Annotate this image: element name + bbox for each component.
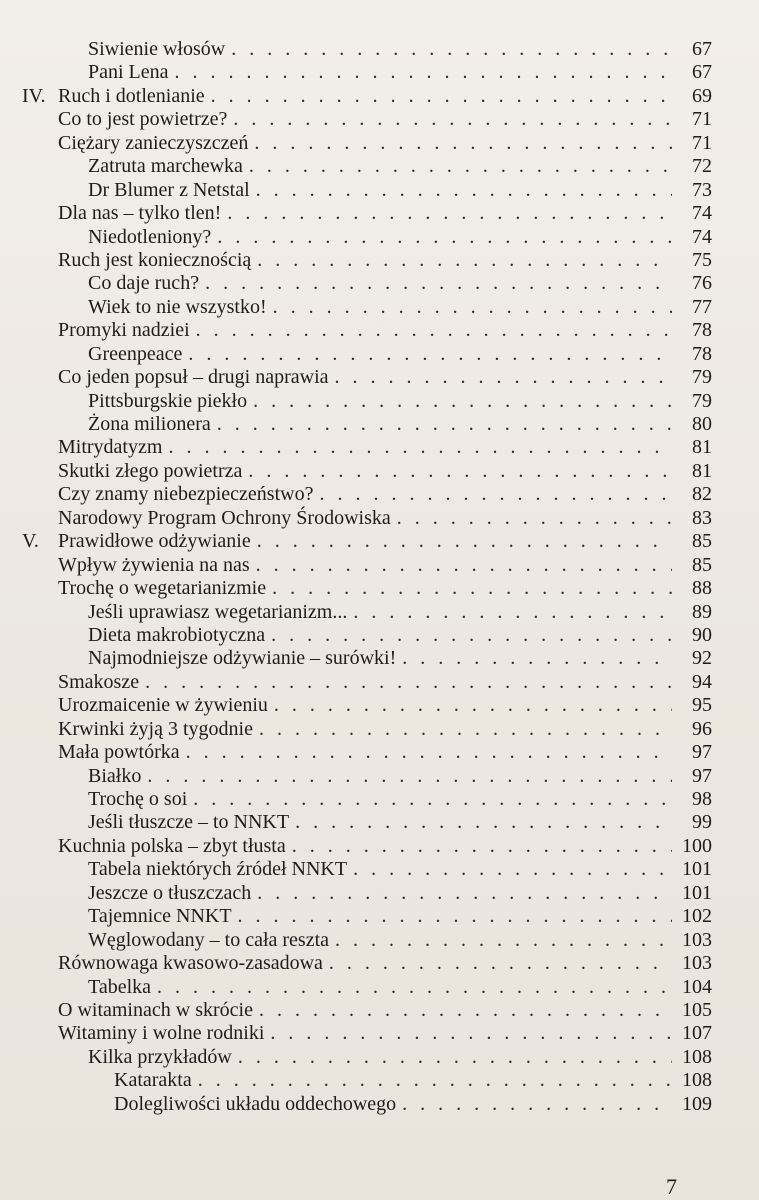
dot-leader xyxy=(273,296,672,319)
dot-leader xyxy=(254,132,672,155)
dot-leader xyxy=(157,976,672,999)
page-number: 73 xyxy=(692,178,712,201)
page-number: 108 xyxy=(682,1069,712,1092)
page-number: 97 xyxy=(692,741,712,764)
page-number: 80 xyxy=(692,413,712,435)
page-number: 88 xyxy=(692,577,712,600)
page-number: 79 xyxy=(692,366,712,389)
toc-title: Narodowy Program Ochrony Środowiska xyxy=(58,506,391,529)
toc-title: Jeśli uprawiasz wegetarianizm... xyxy=(88,600,348,623)
dot-leader xyxy=(233,108,672,131)
toc-title: Dieta makrobiotyczna xyxy=(88,623,266,646)
toc-entry xyxy=(22,226,712,249)
toc-entry xyxy=(22,858,712,881)
table-of-contents xyxy=(22,38,712,1116)
toc-title: Ruch i dotlenianie xyxy=(58,84,205,107)
toc-entry xyxy=(22,882,712,905)
toc-title: Skutki złego powietrza xyxy=(58,459,243,482)
toc-title: Węglowodany – to cała reszta xyxy=(88,928,330,951)
toc-title: Kilka przykładów xyxy=(88,1045,232,1068)
toc-entry xyxy=(22,530,712,553)
toc-title: Siwienie włosów xyxy=(88,38,226,60)
toc-entry xyxy=(22,1093,712,1116)
page-number: 89 xyxy=(692,600,712,623)
page-number: 81 xyxy=(692,459,712,482)
chapter-number: IV. xyxy=(22,84,46,107)
toc-entry xyxy=(22,1069,712,1092)
page-number: 72 xyxy=(692,155,712,178)
toc-entry xyxy=(22,929,712,952)
toc-entry xyxy=(22,952,712,975)
dot-leader xyxy=(231,38,672,61)
page-number: 90 xyxy=(692,623,712,646)
toc-entry xyxy=(22,436,712,459)
page-number: 103 xyxy=(682,952,712,975)
page-number: 67 xyxy=(692,38,712,60)
toc-title: O witaminach w skrócie xyxy=(58,998,253,1021)
dot-leader xyxy=(295,811,672,834)
toc-title: Co daje ruch? xyxy=(88,272,200,295)
toc-entry xyxy=(22,413,712,436)
dot-leader xyxy=(270,1022,672,1045)
page-number: 103 xyxy=(682,928,712,951)
toc-title: Krwinki żyją 3 tygodnie xyxy=(58,717,253,740)
page-number: 101 xyxy=(682,858,712,881)
toc-title: Jeszcze o tłuszczach xyxy=(88,881,252,904)
toc-entry xyxy=(22,741,712,764)
dot-leader xyxy=(402,1093,672,1116)
toc-entry xyxy=(22,202,712,225)
dot-leader xyxy=(188,343,672,366)
toc-entry xyxy=(22,507,712,530)
toc-title: Smakosze xyxy=(58,670,140,693)
toc-entry xyxy=(22,296,712,319)
page-number: 83 xyxy=(692,506,712,529)
page-number: 79 xyxy=(692,389,712,412)
dot-leader xyxy=(217,226,672,249)
toc-title: Niedotleniony? xyxy=(88,225,212,248)
page-number: 97 xyxy=(692,764,712,787)
toc-title: Żona milionera xyxy=(88,413,211,435)
dot-leader xyxy=(402,647,672,670)
toc-title: Wiek to nie wszystko! xyxy=(88,295,267,318)
dot-leader xyxy=(193,788,672,811)
dot-leader xyxy=(319,483,672,506)
toc-title: Katarakta xyxy=(114,1069,192,1092)
dot-leader xyxy=(271,624,672,647)
dot-leader xyxy=(238,905,672,928)
toc-title: Pani Lena xyxy=(88,61,169,84)
dot-leader xyxy=(186,741,672,764)
dot-leader xyxy=(329,952,672,975)
page-number: 104 xyxy=(682,975,712,998)
toc-entry xyxy=(22,694,712,717)
dot-leader xyxy=(168,436,672,459)
toc-entry xyxy=(22,132,712,155)
dot-leader xyxy=(211,85,672,108)
page-number: 81 xyxy=(692,436,712,459)
page-number: 71 xyxy=(692,131,712,154)
toc-entry xyxy=(22,38,712,61)
dot-leader xyxy=(147,765,672,788)
dot-leader xyxy=(249,155,672,178)
toc-entry xyxy=(22,483,712,506)
toc-title: Prawidłowe odżywianie xyxy=(58,530,251,553)
dot-leader xyxy=(227,202,672,225)
dot-leader xyxy=(272,577,672,600)
toc-entry xyxy=(22,647,712,670)
toc-title: Zatruta marchewka xyxy=(88,155,243,178)
toc-entry xyxy=(22,249,712,272)
dot-leader xyxy=(335,929,672,952)
toc-entry xyxy=(22,624,712,647)
dot-leader xyxy=(256,179,672,202)
toc-title: Wpływ żywienia na nas xyxy=(58,553,250,576)
toc-entry xyxy=(22,905,712,928)
toc-entry xyxy=(22,366,712,389)
toc-entry xyxy=(22,61,712,84)
chapter-number: V. xyxy=(22,530,39,553)
toc-title: Pittsburgskie piekło xyxy=(88,389,248,412)
page-number: 74 xyxy=(692,225,712,248)
toc-title: Co to jest powietrze? xyxy=(58,108,228,131)
dot-leader xyxy=(259,999,672,1022)
toc-entry xyxy=(22,788,712,811)
dot-leader xyxy=(198,1069,672,1092)
dot-leader xyxy=(292,835,672,858)
dot-leader xyxy=(238,1046,672,1069)
page-number: 108 xyxy=(682,1045,712,1068)
toc-title: Urozmaicenie w żywieniu xyxy=(58,694,268,717)
dot-leader xyxy=(145,671,672,694)
toc-title: Tabelka xyxy=(88,975,152,998)
toc-entry xyxy=(22,999,712,1022)
toc-title: Trochę o wegetarianizmie xyxy=(58,577,267,600)
page-number: 77 xyxy=(692,295,712,318)
page-number: 98 xyxy=(692,788,712,810)
toc-entry xyxy=(22,671,712,694)
page-number: 92 xyxy=(692,647,712,670)
toc-entry xyxy=(22,554,712,577)
page-number: 85 xyxy=(692,553,712,576)
toc-title: Białko xyxy=(88,764,142,787)
toc-title: Trochę o soi xyxy=(88,788,188,810)
toc-title: Mała powtórka xyxy=(58,741,180,764)
toc-title: Równowaga kwasowo-zasadowa xyxy=(58,952,323,975)
dot-leader xyxy=(257,530,672,553)
toc-title: Mitrydatyzm xyxy=(58,436,163,459)
page-number: 85 xyxy=(692,530,712,553)
toc-title: Jeśli tłuszcze – to NNKT xyxy=(88,811,290,834)
toc-entry xyxy=(22,976,712,999)
dot-leader xyxy=(217,413,672,436)
toc-entry xyxy=(22,1046,712,1069)
toc-entry xyxy=(22,343,712,366)
page-number: 94 xyxy=(692,670,712,693)
dot-leader xyxy=(353,858,672,881)
dot-leader xyxy=(256,554,672,577)
toc-entry xyxy=(22,85,712,108)
toc-entry xyxy=(22,272,712,295)
toc-title: Promyki nadziei xyxy=(58,319,190,342)
page-number: 100 xyxy=(682,834,712,857)
dot-leader xyxy=(257,249,672,272)
toc-entry xyxy=(22,1022,712,1045)
page-number: 99 xyxy=(692,811,712,834)
toc-entry xyxy=(22,811,712,834)
toc-title: Kuchnia polska – zbyt tłusta xyxy=(58,834,286,857)
toc-entry xyxy=(22,835,712,858)
toc-entry xyxy=(22,155,712,178)
dot-leader xyxy=(259,718,672,741)
page-number: 102 xyxy=(682,905,712,928)
dot-leader xyxy=(248,460,672,483)
toc-entry xyxy=(22,577,712,600)
toc-title: Dr Blumer z Netstal xyxy=(88,178,250,201)
page-number: 75 xyxy=(692,248,712,271)
dot-leader xyxy=(196,319,672,342)
page-folio: 7 xyxy=(666,1174,677,1199)
page-number: 78 xyxy=(692,342,712,365)
page-number: 109 xyxy=(682,1092,712,1115)
toc-title: Ruch jest koniecznością xyxy=(58,248,252,271)
page-number: 67 xyxy=(692,61,712,84)
toc-title: Czy znamy niebezpieczeństwo? xyxy=(58,483,314,506)
toc-entry xyxy=(22,179,712,202)
toc-title: Najmodniejsze odżywianie – surówki! xyxy=(88,647,397,670)
toc-entry xyxy=(22,390,712,413)
toc-title: Tabela niektórych źródeł NNKT xyxy=(88,858,348,881)
toc-entry xyxy=(22,108,712,131)
toc-title: Ciężary zanieczyszczeń xyxy=(58,131,249,154)
page-number: 95 xyxy=(692,694,712,717)
page-number: 82 xyxy=(692,483,712,506)
toc-entry xyxy=(22,601,712,624)
toc-title: Tajemnice NNKT xyxy=(88,905,232,928)
dot-leader xyxy=(274,694,672,717)
toc-entry xyxy=(22,765,712,788)
toc-entry xyxy=(22,460,712,483)
dot-leader xyxy=(353,601,672,624)
toc-title: Co jeden popsuł – drugi naprawia xyxy=(58,366,329,389)
page-number: 101 xyxy=(682,881,712,904)
dot-leader xyxy=(335,366,673,389)
toc-entry xyxy=(22,718,712,741)
page-number: 76 xyxy=(692,272,712,295)
page-number: 107 xyxy=(682,1022,712,1045)
page-number: 105 xyxy=(682,998,712,1021)
toc-title: Greenpeace xyxy=(88,342,183,365)
page-number: 69 xyxy=(692,84,712,107)
toc-title: Witaminy i wolne rodniki xyxy=(58,1022,265,1045)
dot-leader xyxy=(175,61,672,84)
page-number: 74 xyxy=(692,202,712,225)
dot-leader xyxy=(397,507,672,530)
page-number: 96 xyxy=(692,717,712,740)
dot-leader xyxy=(205,272,672,295)
toc-entry xyxy=(22,319,712,342)
page-number: 71 xyxy=(692,108,712,131)
dot-leader xyxy=(257,882,672,905)
toc-title: Dla nas – tylko tlen! xyxy=(58,202,222,225)
dot-leader xyxy=(253,390,672,413)
toc-title: Dolegliwości układu oddechowego xyxy=(114,1092,397,1115)
page-number: 78 xyxy=(692,319,712,342)
